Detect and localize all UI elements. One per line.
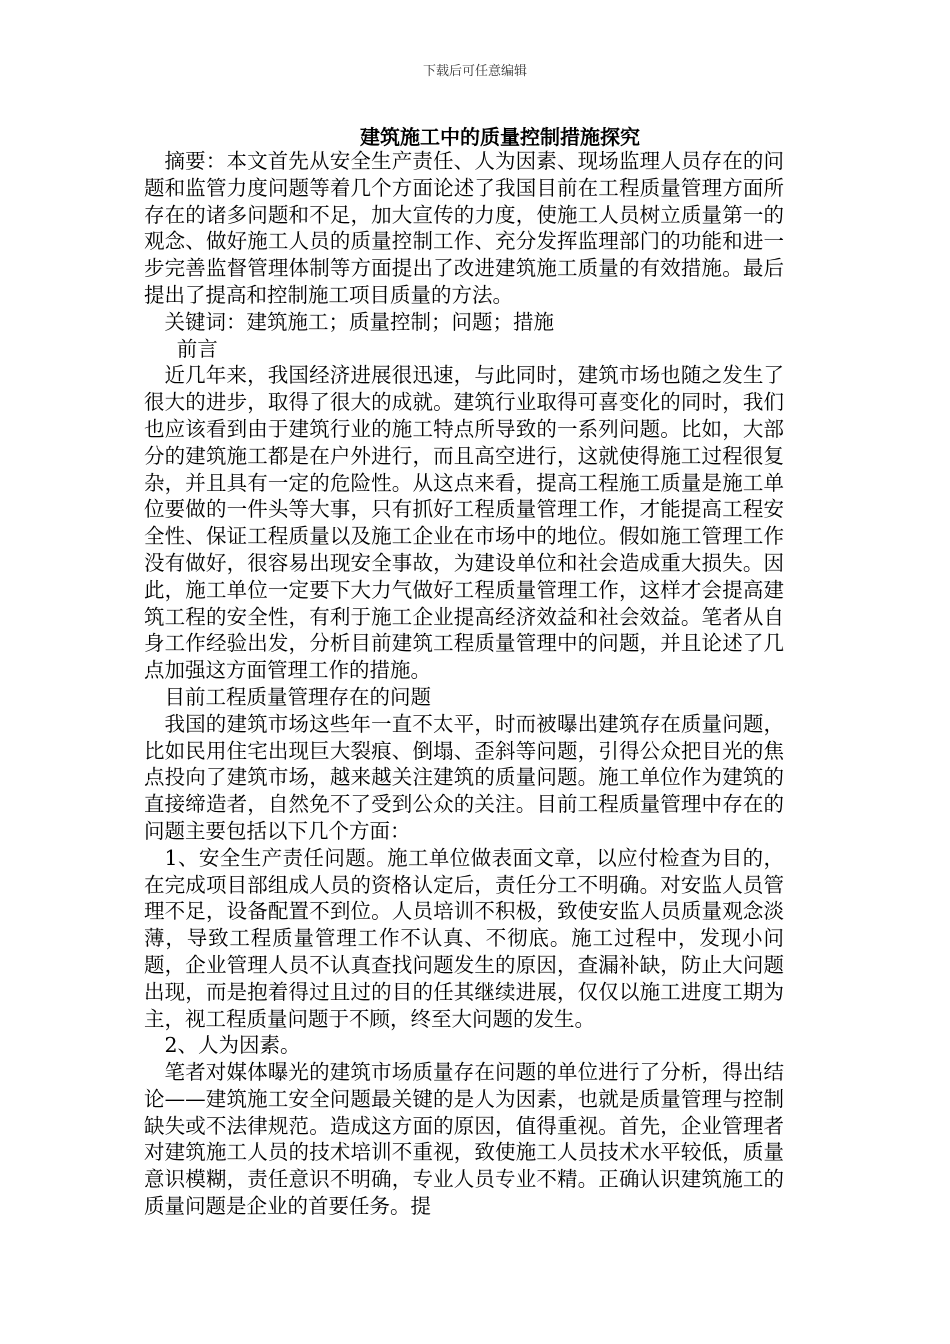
subheading-human-factors: 2、人为因素。 <box>164 1033 301 1058</box>
abstract-paragraph: 摘要：本文首先从安全生产责任、人为因素、现场监理人员存在的问题和监管力度问题等着几个方面论述了我国目前在工程质量管理方面所存在的诸多问题和不足，加大宣传的力度，使施工人员树立质量第一的观念、做好施工人员的质量控制工作、充分发挥监理部门的功能和进一步完善监督管理体制等方面提出了改进建筑施工质量的有效措施。最后提出了提高和控制施工项目质量的方法。 <box>144 149 784 307</box>
section-heading-problems: 目前工程质量管理存在的问题 <box>164 684 431 709</box>
body-paragraph: 我国的建筑市场这些年一直不太平，时而被曝出建筑存在质量问题，比如民用住宅出现巨大裂痕、倒塌、歪斜等问题，引得公众把目光的焦点投向了建筑市场，越来越关注建筑的质量问题。施工单位作为建筑的直接缔造者，自然免不了受到公众的关注。目前工程质量管理中存在的问题主要包括以下几个方面： <box>144 711 784 843</box>
section-heading-preface: 前言 <box>176 336 218 361</box>
header-note: 下载后可任意编辑 <box>422 64 527 79</box>
document-body <box>144 148 784 1220</box>
body-paragraph: 1、安全生产责任问题。施工单位做表面文章，以应付检查为目的，在完成项目部组成人员的资格认定后，责任分工不明确。对安监人员管理不足，设备配置不到位。人员培训不积极，致使安监人员质量观念淡薄，导致工程质量管理工作不认真、不彻底。施工过程中，发现小问题，企业管理人员不认真查找问题发生的原因，查漏补缺，防止大问题出现，而是抱着得过且过的目的任其继续进展，仅仅以施工进度工期为主，视工程质量问题于不顾，终至大问题的发生。 <box>144 845 784 1031</box>
document-title: 建筑施工中的质量控制措施探究 <box>360 125 640 149</box>
keywords-paragraph: 关键词：建筑施工；质量控制；问题；措施 <box>164 309 554 334</box>
body-paragraph: 近几年来，我国经济进展很迅速，与此同时，建筑市场也随之发生了很大的进步，取得了很大的成就。建筑行业取得可喜变化的同时，我们也应该看到由于建筑行业的施工特点所导致的一系列问题。比如，大部分的建筑施工都是在户外进行，而且高空进行，这就使得施工过程很复杂，并且具有一定的危险性。从这点来看，提高工程施工质量是施工单位要做的一件头等大事，只有抓好工程质量管理工作，才能提高工程安全性、保证工程质量以及施工企业在市场中的地位。假如施工管理工作没有做好，很容易出现安全事故，为建设单位和社会造成重大损失。因此，施工单位一定要下大力气做好工程质量管理工作，这样才会提高建筑工程的安全性，有利于施工企业提高经济效益和社会效益。笔者从自身工作经验出发，分析目前建筑工程质量管理中的问题，并且论述了几点加强这方面管理工作的措施。 <box>144 363 784 683</box>
body-paragraph: 笔者对媒体曝光的建筑市场质量存在问题的单位进行了分析，得出结论——建筑施工安全问题最关键的是人为因素，也就是质量管理与控制缺失或不法律规范。造成这方面的原因，值得重视。首先，企业管理者对建筑施工人员的技术培训不重视，致使施工人员技术水平较低，质量意识模糊，责任意识不明确，专业人员专业不精。正确认识建筑施工的质量问题是企业的首要任务。提 <box>144 1060 784 1219</box>
